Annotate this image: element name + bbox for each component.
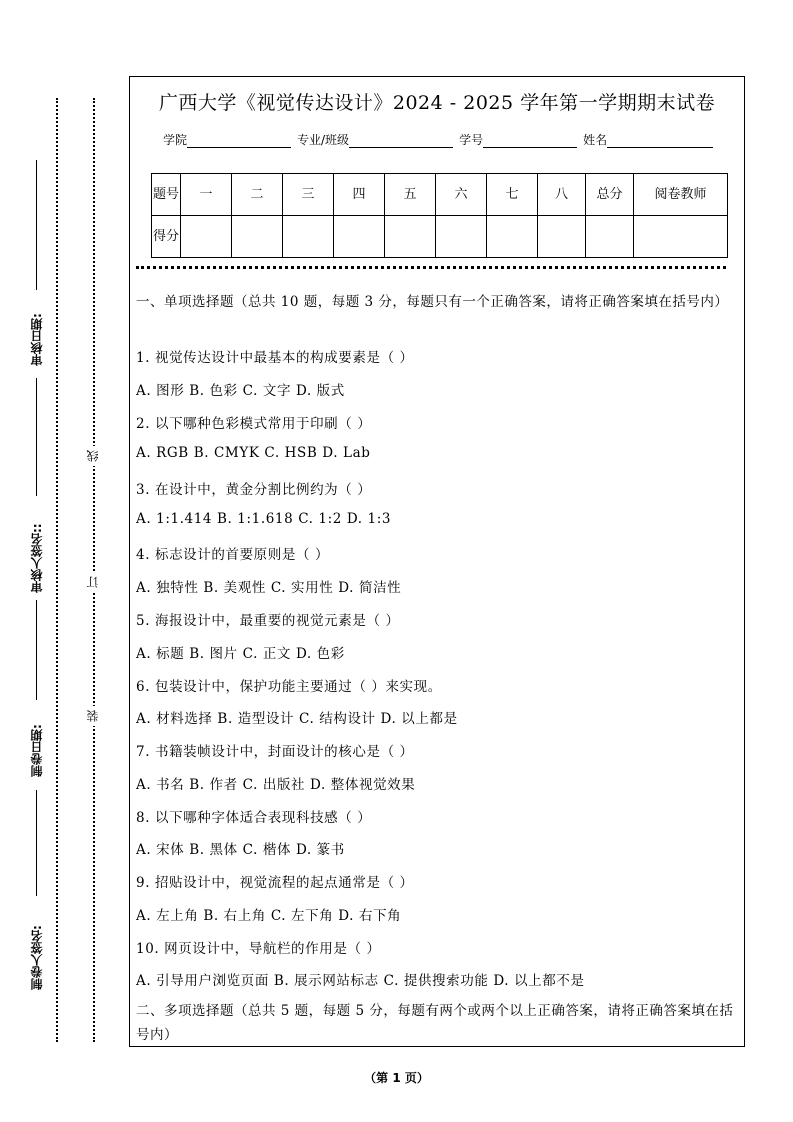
col-6: 六 xyxy=(436,174,487,216)
question-9-options: A. 左上角 B. 右上角 C. 左下角 D. 右下角 xyxy=(136,908,402,924)
score-cell-3[interactable] xyxy=(283,216,334,258)
score-cell-8[interactable] xyxy=(538,216,586,258)
question-2: 2. 以下哪种色彩模式常用于印刷（ ） xyxy=(136,416,372,432)
student-id-field[interactable] xyxy=(483,134,577,148)
paper-date-label: 制卷日期: xyxy=(30,724,44,777)
major-class-field[interactable] xyxy=(349,134,453,148)
name-field[interactable] xyxy=(607,134,713,148)
reviewer-signature-line xyxy=(36,378,37,496)
question-5: 5. 海报设计中，最重要的视觉元素是（ ） xyxy=(136,613,400,629)
name-label: 姓名 xyxy=(583,133,608,147)
score-value-row xyxy=(152,216,728,258)
score-cell-6[interactable] xyxy=(436,216,487,258)
section1-heading: 一、单项选择题（总共 10 题，每题 3 分，每题只有一个正确答案，请将正确答案填在括号内） xyxy=(136,294,729,310)
college-label: 学院 xyxy=(163,133,188,147)
question-2-options: A. RGB B. CMYK C. HSB D. Lab xyxy=(136,445,371,461)
page-number: （第 1 页） xyxy=(364,1071,429,1085)
col-2: 二 xyxy=(232,174,283,216)
col-5: 五 xyxy=(385,174,436,216)
question-10: 10. 网页设计中，导航栏的作用是（ ） xyxy=(136,941,381,957)
question-10-options: A. 引导用户浏览页面 B. 展示网站标志 C. 提供搜索功能 D. 以上都不是 xyxy=(136,973,585,989)
question-3-options: A. 1:1.414 B. 1:1.618 C. 1:2 D. 1:3 xyxy=(136,511,392,527)
question-9: 9. 招贴设计中，视觉流程的起点通常是（ ） xyxy=(136,875,414,891)
question-1-options: A. 图形 B. 色彩 C. 文字 D. 版式 xyxy=(136,383,345,399)
header-separator xyxy=(136,266,726,269)
col-4: 四 xyxy=(334,174,385,216)
score-cell-1[interactable] xyxy=(181,216,232,258)
score-table xyxy=(151,173,728,258)
review-date-label: 审核日期: xyxy=(30,313,44,366)
question-6-options: A. 材料选择 B. 造型设计 C. 结构设计 D. 以上都是 xyxy=(136,711,458,727)
score-cell-2[interactable] xyxy=(232,216,283,258)
question-4: 4. 标志设计的首要原则是（ ） xyxy=(136,547,330,563)
score-cell-grader[interactable] xyxy=(634,216,728,258)
col-7: 七 xyxy=(487,174,538,216)
paper-date-line xyxy=(36,600,37,700)
binding-char-mount: 装 xyxy=(84,706,104,726)
col-3: 三 xyxy=(283,174,334,216)
question-4-options: A. 独特性 B. 美观性 C. 实用性 D. 简洁性 xyxy=(136,580,402,596)
col-total: 总分 xyxy=(586,174,634,216)
question-7: 7. 书籍装帧设计中，封面设计的核心是（ ） xyxy=(136,744,414,760)
score-cell-4[interactable] xyxy=(334,216,385,258)
paper-maker-signature-label: 制卷人签名: xyxy=(30,925,44,990)
margin-dotted-line-left xyxy=(56,98,58,1042)
section2-heading: 二、多项选择题（总共 5 题，每题 5 分，每题有两个或两个以上正确答案，请将正确答案填在括号内） xyxy=(136,1003,734,1043)
score-cell-7[interactable] xyxy=(487,216,538,258)
col-grader: 阅卷教师 xyxy=(634,174,728,216)
exam-title: 广西大学《视觉传达设计》2024 - 2025 学年第一学期期末试卷 xyxy=(158,92,716,114)
question-1: 1. 视觉传达设计中最基本的构成要素是（ ） xyxy=(136,350,414,366)
score-header-row xyxy=(152,174,728,216)
col-1: 一 xyxy=(181,174,232,216)
score-cell-total[interactable] xyxy=(586,216,634,258)
binding-char-line: 线 xyxy=(84,446,104,466)
binding-dotted-line xyxy=(93,98,95,1042)
row-label-question-no: 题号 xyxy=(152,174,181,216)
question-3: 3. 在设计中，黄金分割比例约为（ ） xyxy=(136,482,372,498)
question-6: 6. 包装设计中，保护功能主要通过（ ）来实现。 xyxy=(136,679,442,695)
question-7-options: A. 书名 B. 作者 C. 出版社 D. 整体视觉效果 xyxy=(136,777,416,793)
score-cell-5[interactable] xyxy=(385,216,436,258)
row-label-score: 得分 xyxy=(152,216,181,258)
paper-maker-signature-line xyxy=(36,790,37,896)
college-field[interactable] xyxy=(187,134,291,148)
review-date-line xyxy=(36,160,37,290)
question-5-options: A. 标题 B. 图片 C. 正文 D. 色彩 xyxy=(136,646,345,662)
reviewer-signature-label: 审核人签名:: xyxy=(30,523,44,593)
student-info-row xyxy=(163,131,723,148)
col-8: 八 xyxy=(538,174,586,216)
student-id-label: 学号 xyxy=(459,133,484,147)
major-class-label: 专业/班级 xyxy=(297,133,350,147)
question-8: 8. 以下哪种字体适合表现科技感（ ） xyxy=(136,810,372,826)
question-8-options: A. 宋体 B. 黑体 C. 楷体 D. 篆书 xyxy=(136,842,345,858)
binding-char-bind: 订 xyxy=(84,572,104,592)
